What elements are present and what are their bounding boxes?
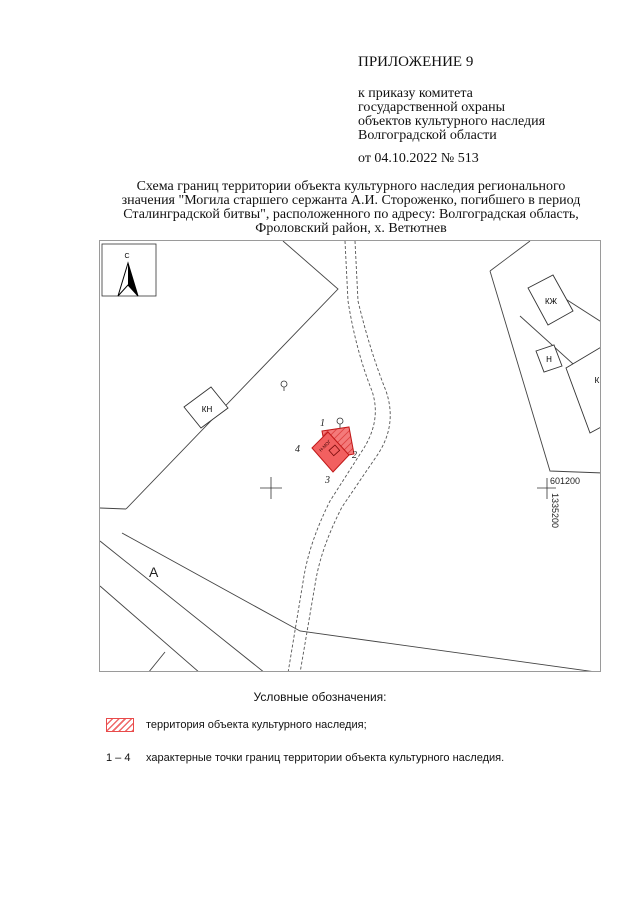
building-kn-label: КН [201,405,213,414]
appendix-to-line: к приказу комитета [358,86,473,101]
heritage-territory [312,427,354,472]
parcel-boundaries [100,241,601,672]
point-label: 3 [325,475,330,486]
point-label: 4 [295,444,300,455]
scheme-title [96,180,606,236]
appendix-to-block [358,87,545,143]
point-label: 2 [352,450,357,461]
building-n [536,345,562,372]
road-label: А [149,564,159,580]
building-partial-label: К [594,376,600,385]
appendix-to-line: государственной охраны [358,100,506,115]
scheme-title-line: Фроловский район, х. Ветютнев [255,221,447,236]
building-kzh [528,275,573,325]
scheme-title-line: Схема границ территории объекта культурного наследия регионального [136,179,566,194]
scheme-title-line: значения "Могила старшего сержанта А.И. Стороженко, погибшего в период [121,193,581,208]
point-label: 1 [320,418,325,429]
building-n-label: Н [546,355,552,364]
north-arrow [102,244,156,296]
appendix-to-line: объектов культурного наследия [358,114,546,129]
monument-label: Н-МОГ [318,438,332,453]
legend-points-text: характерные точки границ территории объекта культурного наследия. [146,752,505,764]
appendix-to-line: Волгоградской области [358,128,497,143]
scheme-title-line: Сталинградской битвы", расположенного по адресу: Волгоградская область, [123,207,579,222]
site-plan-map [99,240,601,672]
site-plan-drawing [100,241,601,672]
crosshair-mark [260,477,282,499]
legend-points-symbol: 1 – 4 [106,752,131,764]
coordinate-mark [537,476,580,528]
territory-hatch-swatch [106,718,134,732]
legend-title: Условные обозначения: [253,690,387,704]
coord-x-label: 601200 [550,476,581,486]
building-kzh-label: КЖ [544,297,558,306]
compass-label: С [124,253,130,260]
legend-territory-text: территория объекта культурного наследия; [146,719,367,731]
building-kn [184,387,228,428]
appendix-title: ПРИЛОЖЕНИЕ 9 [358,54,474,70]
coord-y-label: 1335200 [550,493,560,529]
building-partial [566,346,601,433]
appendix-date: от 04.10.2022 № 513 [358,151,479,166]
tree-icon [281,381,343,428]
